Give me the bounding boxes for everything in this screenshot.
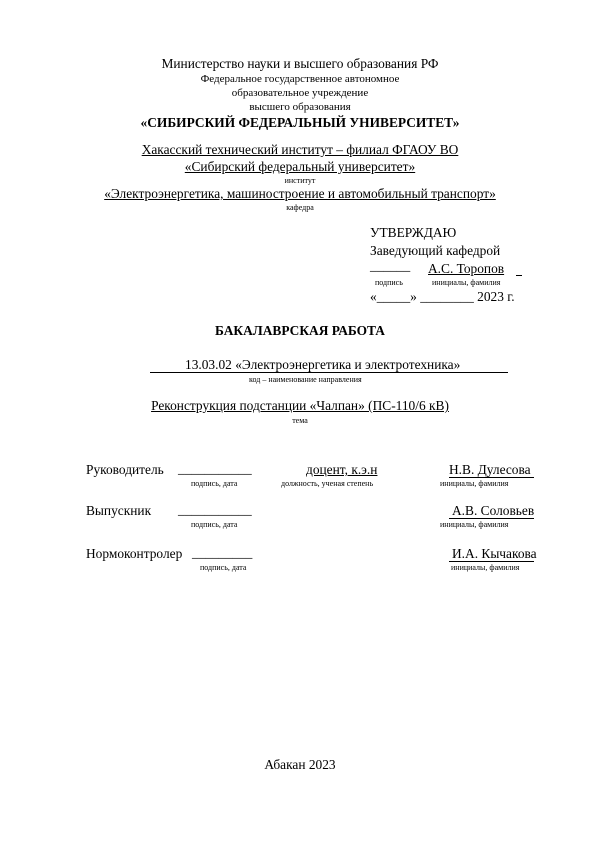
graduate-name: А.В. Соловьев: [452, 503, 535, 518]
norm-controller-name-underline: [449, 561, 534, 562]
direction-caption: код – наименование направления: [249, 375, 362, 384]
topic: Реконструкция подстанции «Чалпан» (ПС-110/6 кВ): [151, 398, 449, 413]
approval-name: А.С. Торопов: [428, 261, 505, 276]
approval-title: УТВЕРЖДАЮ: [370, 225, 457, 240]
norm-controller-name: И.А. Кычакова: [452, 546, 537, 561]
norm-controller-caption-name: инициалы, фамилия: [451, 563, 520, 572]
direction: 13.03.02 «Электроэнергетика и электротехника»: [185, 357, 461, 372]
norm-controller-role: Нормоконтролер: [86, 546, 183, 561]
approval-position: Заведующий кафедрой: [370, 243, 501, 258]
norm-controller-caption-sign: подпись, дата: [200, 563, 247, 572]
supervisor-caption-sign: подпись, дата: [191, 479, 238, 488]
org-line-3: высшего образования: [249, 101, 351, 113]
institute-caption: институт: [284, 176, 316, 185]
org-line-1: Федеральное государственное автономное: [200, 73, 400, 85]
supervisor-caption-name: инициалы, фамилия: [440, 479, 509, 488]
graduate-name-underline: [449, 518, 534, 519]
graduate-caption-sign: подпись, дата: [191, 520, 238, 529]
supervisor-caption-degree: должность, ученая степень: [281, 479, 374, 488]
department-caption: кафедра: [286, 203, 314, 212]
city-year: Абакан 2023: [264, 757, 336, 772]
topic-caption: тема: [292, 416, 308, 425]
supervisor-role: Руководитель: [86, 462, 164, 477]
supervisor-name-underline: [449, 477, 534, 478]
ministry-name: Министерство науки и высшего образования РФ: [161, 56, 439, 71]
approval-date-line: «_____» ________ 2023 г.: [370, 289, 515, 304]
graduate-sign-blank: ___________: [178, 502, 252, 517]
supervisor-name: Н.В. Дулесова: [449, 462, 531, 477]
work-type: БАКАЛАВРСКАЯ РАБОТА: [215, 323, 385, 338]
norm-controller-sign-blank: _________: [192, 545, 253, 560]
institute-line-2: «Сибирский федеральный университет»: [184, 159, 416, 174]
approval-signature-blank: ______: [370, 258, 411, 273]
graduate-caption-name: инициалы, фамилия: [440, 520, 509, 529]
approval-name-underline: [516, 275, 522, 276]
supervisor-sign-blank: ___________: [178, 461, 252, 476]
institute-line-1: Хакасский технический институт – филиал ФГАОУ ВО: [141, 142, 459, 157]
supervisor-degree: доцент, к.э.н: [306, 462, 378, 477]
approval-caption-name: инициалы, фамилия: [432, 278, 501, 287]
department-name: «Электроэнергетика, машиностроение и автомобильный транспорт»: [104, 186, 496, 201]
approval-caption-signature: подпись: [375, 278, 403, 287]
org-line-2: образовательное учреждение: [231, 87, 369, 99]
graduate-role: Выпускник: [86, 503, 152, 518]
university-name: «СИБИРСКИЙ ФЕДЕРАЛЬНЫЙ УНИВЕРСИТЕТ»: [140, 115, 460, 130]
